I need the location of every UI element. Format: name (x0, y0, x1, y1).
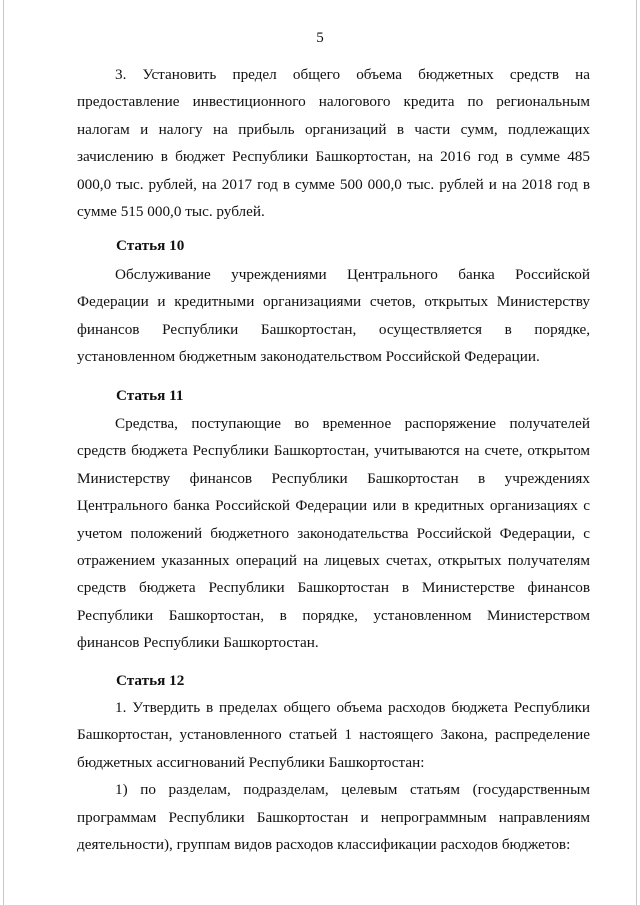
paragraph-3-text: 3. Установить предел общего объема бюджетных средств на предоставление инвестиционного налогового кредита по региональным налогам и налогу на прибыль организаций в части сумм, подлежащих зачислению в бюджет Республики Башкортостан, на 2016 год в сумме 485 000,0 тыс. рублей, на 2017 год в сумме 500 000,0 тыс. рублей и на 2018 год в сумме 515 000,0 тыс. рублей. (77, 66, 590, 221)
paragraph-3 (77, 61, 590, 225)
article-12-subitem-1: 1) по разделам, подразделам, целевым статьям (государственным программам Республики Башкортостан и непрограммным направлениям деятельности), группам видов расходов классификации расходов бюджетов: (77, 781, 590, 854)
article-12-body (77, 694, 590, 858)
page-number: 5 (316, 30, 324, 46)
article-12-heading: Статья 12 (116, 672, 185, 689)
article-11-body (77, 410, 590, 657)
article-10-text: Обслуживание учреждениями Центрального банка Российской Федерации и кредитными организациями счетов, открытых Министерству финансов Республики Башкортостан, осуществляется в порядке, установленном бюджетным законодательством Российской Федерации. (77, 266, 590, 366)
article-11-text: Средства, поступающие во временное распоряжение получателей средств бюджета Республики Башкортостан, учитываются на счете, открытом Министерству финансов Республики Башкортостан в учреждениях Центрального банка Российской Федерации или в кредитных организациях с учетом положений бюджетного законодательства Российской Федерации, с отражением указанных операций на лицевых счетах, открытых получателям средств бюджета Республики Башкортостан в Министерстве финансов Республики Башкортостан, в порядке, установленном Министерством финансов Республики Башкортостан. (77, 415, 590, 652)
scan-edge-left (3, 0, 4, 905)
article-11-heading: Статья 11 (116, 387, 184, 404)
article-12-item-1: 1. Утвердить в пределах общего объема расходов бюджета Республики Башкортостан, установленного статьей 1 настоящего Закона, распределение бюджетных ассигнований Республики Башкортостан: (77, 699, 590, 771)
article-10-heading: Статья 10 (116, 237, 185, 254)
article-10-body (77, 261, 590, 371)
scan-edge-right (636, 0, 637, 905)
